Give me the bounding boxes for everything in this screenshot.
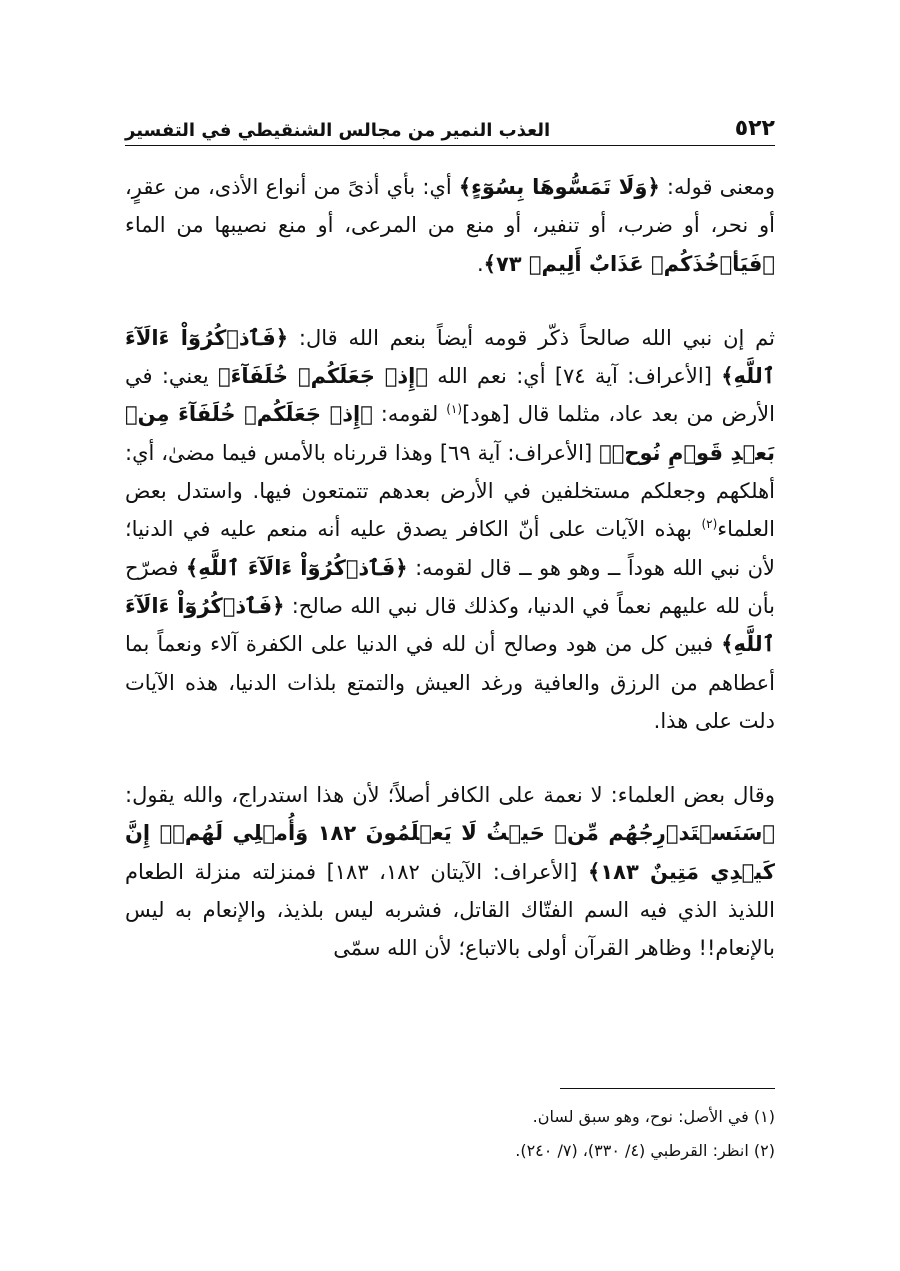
page-header [125,110,775,146]
paragraph-2 [125,319,775,740]
footnote-marker[interactable]: (٢) [701,517,718,532]
text-run: وقال بعض العلماء: لا نعمة على الكافر أصلاً؛ لأن هذا استدراج، والله يقول: [125,783,775,808]
quran-quote: ﴿سَنَسۡتَدۡرِجُهُم مِّنۡ حَيۡثُ لَا يَعۡلَمُونَ ١٨٢ وَأُمۡلِي لَهُمۡۚ إِنَّ كَيۡدِي مَتِينٌ ١٨٣﴾ [125,821,775,884]
text-run: فبين كل من هود وصالح أن لله في الدنيا على الكفرة آلاء ونعماً بما أعطاهم من الرزق والعافية ورغد العيش والتمتع بلذات الدنيا، هذه الآيات دلت على هذا. [125,632,775,733]
paragraph-3 [125,776,775,967]
text-run: أي: بأي أذىً من أنواع الأذى، من عقرٍ، أو نحر، أو ضرب، أو تنفير، أو منع من المرعى، أو منع نصيبها من الماء [125,175,775,238]
quran-quote: ﴿فَٱذۡكُرُوٓاْ ءَالَآءَ ٱللَّهِ﴾ [185,555,408,580]
text-run: ومعنى قوله: [659,175,775,199]
text-run: [الأعراف: الآيتان ١٨٢، ١٨٣] فمنزلته منزلة الطعام اللذيذ الذي فيه السم الفتّاك القاتل، فشربه ليس بلذيذ، والإنعام به ليس بالإنعام!! وظاهر القرآن أولى بالاتباع؛ لأن الله سمّى [125,859,775,961]
running-title: العذب النمير من مجالس الشنقيطي في التفسير [125,120,551,141]
footnote-separator [560,1088,775,1089]
text-run: فصرّح بأن لله عليهم نعماً في الدنيا، وكذلك قال نبي الله صالح: [125,555,775,618]
footnote-1: (١) في الأصل: نوح، وهو سبق لسان. [532,1107,775,1126]
footnotes [125,1100,775,1168]
text-run: [الأعراف: آية ٧٤] أي: نعم الله [427,364,722,389]
quran-quote: ﴿فَيَأۡخُذَكُمۡ عَذَابٌ أَلِيمٞ ٧٣﴾ [483,251,775,276]
text-run: [الأعراف: آية ٦٩] وهذا قررناه بالأمس فيما مضىٰ، أي: أهلكهم وجعلكم مستخلفين في الأرض بعدهم تتمتعون فيها. واستدل بعض العلماء [125,440,775,542]
quran-quote: ﴿فَٱذۡكُرُوٓاْ ءَالَآءَ ٱللَّهِ﴾ [125,593,775,657]
footnote-2: (٢) انظر: القرطبي (٤/ ٣٣٠)، (٧/ ٢٤٠). [515,1141,775,1160]
quran-quote: ﴿إِذۡ جَعَلَكُمۡ خُلَفَآءَ مِنۢ بَعۡدِ قَوۡمِ نُوحٖ﴾ [125,402,775,465]
text-run: بهذه الآيات على أنّ الكافر يصدق عليه أنه منعم عليه في الدنيا؛ لأن نبي الله هوداً ــ وهو هو ــ قال لقومه: [125,517,775,580]
text-run: يعني: في الأرض من بعد عاد، مثلما قال [هود] [125,364,775,427]
paragraph-1 [125,168,775,283]
body-text [125,168,775,968]
text-run: ثم إن نبي الله صالحاً ذكّر قومه أيضاً بنعم الله قال: [288,325,776,350]
quran-quote: ﴿إِذۡ جَعَلَكُمۡ خُلَفَآءَ﴾ [218,364,428,389]
page-number: ٥٢٢ [734,116,775,141]
text-run: . [476,251,484,276]
quran-quote: ﴿فَٱذۡكُرُوٓاْ ءَالَآءَ ٱللَّهِ﴾ [125,325,776,389]
text-run: لقومه: [372,402,447,427]
footnote-marker[interactable]: (١) [446,402,463,417]
quran-quote: ﴿وَلَا تَمَسُّوهَا بِسُوٓءٍ﴾ [458,175,660,199]
